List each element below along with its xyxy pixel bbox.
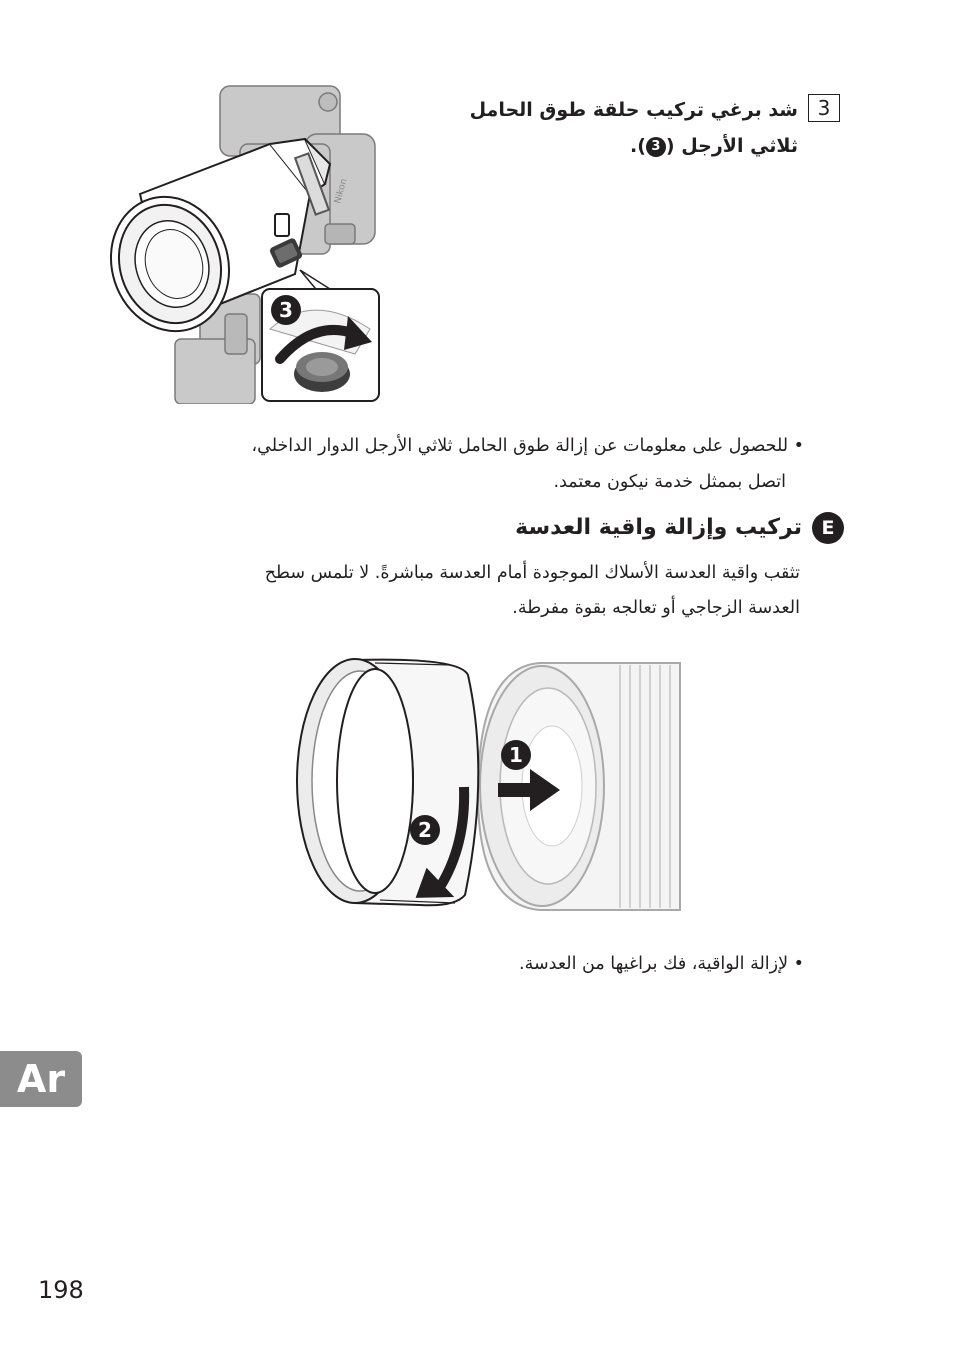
camera-brand-text: Nikon bbox=[333, 177, 350, 205]
section-e-title: تركيب وإزالة واقية العدسة bbox=[515, 515, 802, 540]
guard-removal-note bbox=[204, 948, 804, 980]
section-letter-badge: E bbox=[812, 512, 844, 544]
lens-tripod-collar-illustration bbox=[100, 84, 390, 404]
callout-number-3-badge bbox=[271, 295, 301, 325]
step-number-box: 3 bbox=[808, 94, 840, 122]
note-1-line-2: اتصل بممثل خدمة نيكون معتمد. bbox=[553, 472, 786, 492]
language-tab: Ar bbox=[0, 1051, 82, 1107]
callout-number-3-text: 3 bbox=[279, 298, 293, 322]
step-3-instruction bbox=[378, 92, 831, 164]
collar-removal-note bbox=[114, 428, 804, 500]
step-2-badge bbox=[410, 815, 440, 845]
step-1-badge bbox=[501, 740, 531, 770]
callout-number-badge: 3 bbox=[646, 137, 666, 157]
section-e-heading bbox=[344, 512, 844, 544]
step-3-line-2-text: ثلاثي الأرجل ( bbox=[665, 135, 798, 157]
note-2-text: • لإزالة الواقية، فك براغيها من العدسة. bbox=[204, 948, 804, 980]
zoom-callout bbox=[262, 270, 379, 401]
lens-guard-illustration bbox=[280, 655, 682, 917]
section-e-paragraph bbox=[100, 556, 800, 626]
step-1-text: 1 bbox=[509, 743, 523, 767]
step-3-line-2-end: ). bbox=[630, 135, 646, 157]
section-e-paragraph-line-1: تثقب واقية العدسة الأسلاك الموجودة أمام العدسة مباشرةً. لا تلمس سطح bbox=[264, 563, 800, 583]
page-number: 198 bbox=[38, 1276, 84, 1304]
step-3-line-1: شد برغي تركيب حلقة طوق الحامل bbox=[469, 99, 798, 121]
step-3-line-2 bbox=[378, 128, 798, 164]
step-2-text: 2 bbox=[418, 818, 432, 842]
section-e-paragraph-line-2: العدسة الزجاجي أو تعالجه بقوة مفرطة. bbox=[512, 598, 800, 618]
note-1-line-1: • للحصول على معلومات عن إزالة طوق الحامل ثلاثي الأرجل الدوار الداخلي، bbox=[114, 428, 804, 464]
